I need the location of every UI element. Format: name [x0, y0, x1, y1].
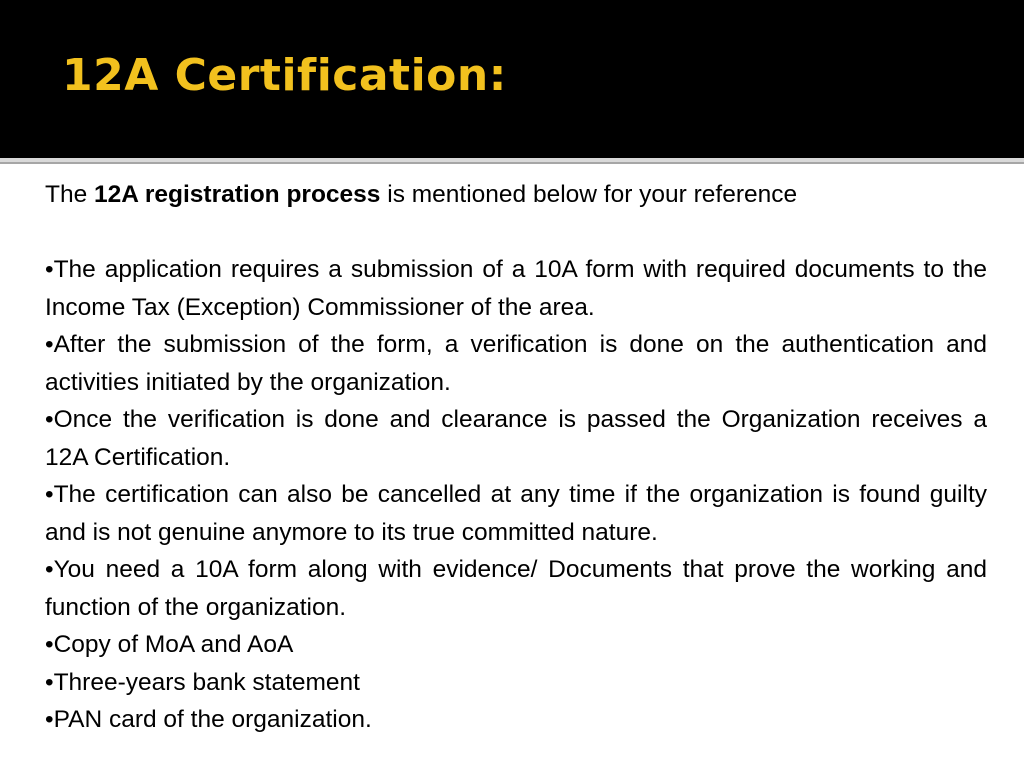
bullet-list: [45, 251, 987, 739]
bullet-text: PAN card of the organization.: [53, 706, 372, 733]
slide-title: 12A Certification:: [62, 50, 507, 101]
bullet-text: The application requires a submission of a 10A form with required documents to the Income Tax (Exception) Commissioner of the area.: [45, 256, 987, 321]
bullet-item: [45, 326, 987, 401]
bullet-item: [45, 551, 987, 626]
bullet-text: The certification can also be cancelled at any time if the organization is found guilty and is not genuine anymore to its true committed nature.: [45, 481, 987, 546]
bullet-marker: •: [45, 331, 54, 358]
bullet-marker: •: [45, 706, 54, 733]
bullet-item: [45, 626, 987, 664]
bullet-marker: •: [45, 256, 54, 283]
intro-text-after: is mentioned below for your reference: [380, 181, 798, 208]
slide-body: [45, 176, 987, 739]
intro-bold-phrase: 12A registration process: [94, 181, 381, 208]
bullet-text: Copy of MoA and AoA: [53, 631, 294, 658]
bullet-text: Once the verification is done and clearance is passed the Organization receives a 12A Certification.: [45, 406, 987, 471]
bullet-item: [45, 664, 987, 702]
bullet-marker: •: [45, 481, 54, 508]
bullet-item: [45, 476, 987, 551]
title-divider-shadow: [0, 162, 1024, 164]
bullet-marker: •: [45, 406, 54, 433]
bullet-marker: •: [45, 556, 54, 583]
bullet-text: Three-years bank statement: [53, 668, 360, 696]
intro-paragraph: [45, 176, 987, 214]
bullet-marker: •: [45, 631, 54, 658]
bullet-text: You need a 10A form along with evidence/ Documents that prove the working and function of the organization.: [45, 556, 987, 621]
bullet-item: [45, 701, 987, 739]
bullet-marker: •: [45, 668, 54, 696]
bullet-text: After the submission of the form, a verification is done on the authentication and activities initiated by the organization.: [45, 331, 987, 396]
bullet-item: [45, 251, 987, 326]
intro-text-before: The: [45, 181, 95, 208]
bullet-item: [45, 401, 987, 476]
title-band: [0, 0, 1024, 158]
